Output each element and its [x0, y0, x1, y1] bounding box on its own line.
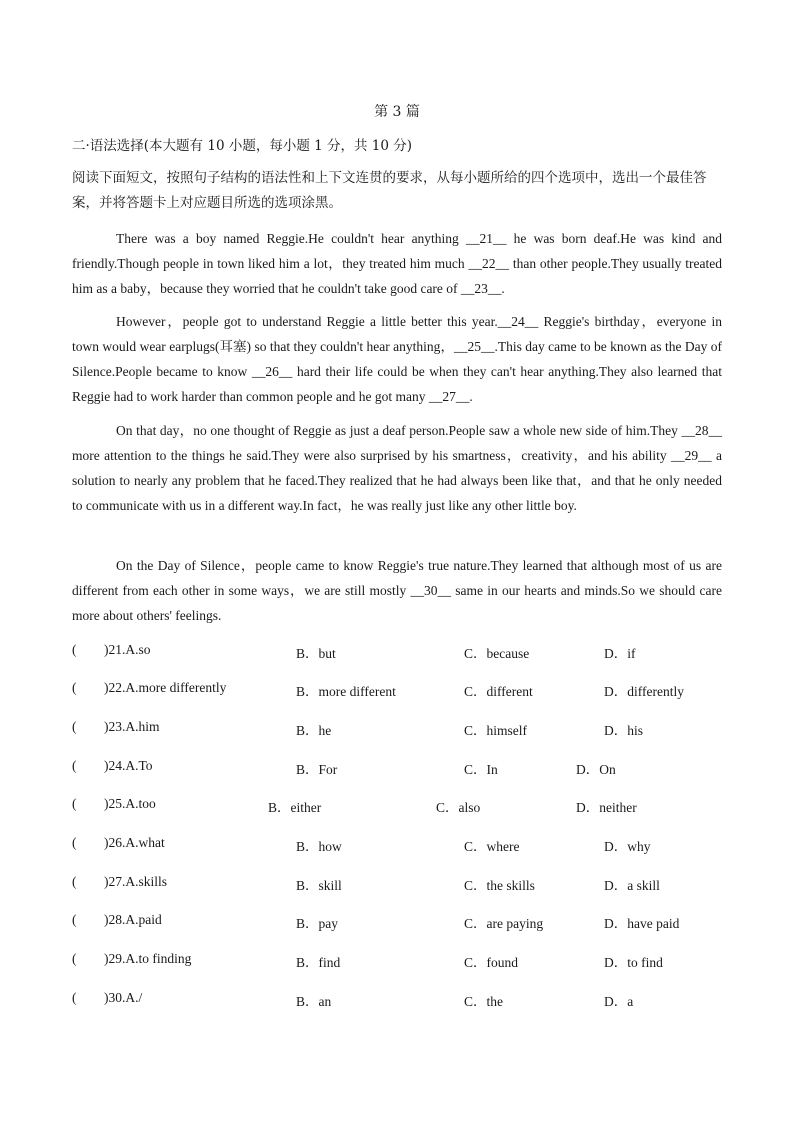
option-b[interactable]: B．more different: [296, 684, 396, 699]
question-29: [72, 951, 722, 973]
blank-27: __27__: [428, 389, 470, 404]
answer-bracket[interactable]: (: [72, 642, 77, 657]
option-c[interactable]: C．different: [464, 684, 533, 699]
answer-bracket[interactable]: (: [72, 835, 77, 850]
passage-text: a solution to nearly any problem that he faced.They realized that he had always been like that，and that he only needed to communicate with us in a different way.In fact，he was really just like any other little boy.: [72, 448, 722, 513]
passage-text: .: [469, 389, 473, 404]
question-27: [72, 874, 722, 896]
passage-paragraph-3: [72, 418, 722, 518]
option-c[interactable]: C．where: [464, 839, 520, 854]
passage-paragraph-2: [72, 309, 722, 409]
option-c[interactable]: C．himself: [464, 723, 527, 738]
passage-text: .This day came to be known as the Day of Silence.People became to know: [72, 339, 723, 379]
option-a[interactable]: )22.A.more differently: [104, 680, 227, 695]
passage-text: There was a boy named Reggie.He couldn't hear anything: [116, 231, 466, 246]
option-b[interactable]: B．but: [296, 646, 336, 661]
blank-24: __24__: [497, 314, 539, 329]
option-c[interactable]: C．found: [464, 955, 518, 970]
blank-30: __30__: [410, 583, 452, 598]
option-b[interactable]: B．pay: [296, 916, 338, 931]
option-a[interactable]: )25.A.too: [104, 796, 156, 811]
option-d[interactable]: D．a: [604, 994, 634, 1009]
option-c[interactable]: C．the: [464, 994, 503, 1009]
question-24: [72, 758, 722, 780]
option-d[interactable]: D．have paid: [604, 916, 680, 931]
blank-25: __25__: [453, 339, 495, 354]
option-a[interactable]: )23.A.him: [104, 719, 160, 734]
option-b[interactable]: B．an: [296, 994, 332, 1009]
passage-text: However，people got to understand Reggie a little better this year.: [116, 314, 498, 329]
passage-text: hard their life could be when they can't hear anything.They also learned that Reggie had to work harder than common people and he got many: [72, 364, 722, 404]
option-a[interactable]: )26.A.what: [104, 835, 165, 850]
option-d[interactable]: D．a skill: [604, 878, 660, 893]
option-b[interactable]: B．find: [296, 955, 341, 970]
passage-text: same in our hearts and minds.So we should care more about others' feelings.: [72, 583, 722, 623]
option-d[interactable]: D．differently: [604, 684, 684, 699]
blank-26: __26__: [251, 364, 293, 379]
option-a[interactable]: )28.A.paid: [104, 912, 162, 927]
option-c[interactable]: C．because: [464, 646, 530, 661]
option-a[interactable]: )24.A.To: [104, 758, 153, 773]
option-d[interactable]: D．to find: [604, 955, 663, 970]
question-28: [72, 912, 722, 934]
option-c[interactable]: C．In: [464, 762, 498, 777]
passage-text: than other people.They usually treated him as a baby，because they worried that he couldn't take good care of: [72, 256, 722, 296]
section-heading: 二·语法选择(本大题有 10 小题，每小题 1 分，共 10 分): [72, 138, 413, 154]
option-a[interactable]: )30.A./: [104, 990, 143, 1005]
answer-bracket[interactable]: (: [72, 719, 77, 734]
option-a[interactable]: )27.A.skills: [104, 874, 168, 889]
option-b[interactable]: B．either: [268, 800, 322, 815]
option-b[interactable]: B．he: [296, 723, 332, 738]
option-d[interactable]: D．On: [576, 762, 616, 777]
question-30: [72, 990, 722, 1012]
blank-29: __29__: [671, 448, 712, 463]
question-21: [72, 642, 722, 664]
answer-bracket[interactable]: (: [72, 951, 77, 966]
option-d[interactable]: D．why: [604, 839, 651, 854]
blank-28: __28__: [681, 423, 722, 438]
question-25: [72, 796, 722, 818]
option-b[interactable]: B．how: [296, 839, 342, 854]
option-a[interactable]: )29.A.to finding: [104, 951, 192, 966]
blank-23: __23__: [460, 281, 502, 296]
page-title: 第 3 篇: [374, 104, 420, 120]
option-c[interactable]: C．also: [436, 800, 481, 815]
answer-bracket[interactable]: (: [72, 796, 77, 811]
option-b[interactable]: B．skill: [296, 878, 342, 893]
passage-text: Reggie's birthday，everyone in town would wear earplugs(耳塞) so that they couldn't hear anything，: [72, 314, 722, 354]
answer-bracket[interactable]: (: [72, 912, 77, 927]
option-b[interactable]: B．For: [296, 762, 338, 777]
answer-bracket[interactable]: (: [72, 874, 77, 889]
option-d[interactable]: D．if: [604, 646, 636, 661]
passage-text: On that day，no one thought of Reggie as just a deaf person.People saw a whole new side of him.They: [116, 423, 682, 438]
passage-paragraph-4: [72, 553, 722, 628]
passage-paragraph-1: [72, 226, 722, 301]
passage-text: On the Day of Silence，people came to know Reggie's true nature.They learned that although most of us are different from each other in some ways，we are still mostly: [72, 558, 722, 598]
question-23: [72, 719, 722, 741]
option-a[interactable]: )21.A.so: [104, 642, 151, 657]
blank-21: __21__: [465, 231, 507, 246]
answer-bracket[interactable]: (: [72, 680, 77, 695]
question-22: [72, 680, 722, 702]
option-d[interactable]: D．neither: [576, 800, 637, 815]
blank-22: __22__: [468, 256, 510, 271]
question-26: [72, 835, 722, 857]
option-c[interactable]: C．the skills: [464, 878, 535, 893]
passage-text: more attention to the things he said.They were also surprised by his smartness，creativity，and his ability: [72, 448, 672, 463]
instructions: 阅读下面短文，按照句子结构的语法性和上下文连贯的要求，从每小题所给的四个选项中，选出一个最佳答案，并将答题卡上对应题目所选的选项涂黑。: [72, 170, 707, 211]
option-d[interactable]: D．his: [604, 723, 644, 738]
option-c[interactable]: C．are paying: [464, 916, 544, 931]
passage-text: he was born deaf.He was kind and friendly.Though people in town liked him a lot，they treated him much: [72, 231, 722, 271]
answer-bracket[interactable]: (: [72, 990, 77, 1005]
passage-text: .: [501, 281, 505, 296]
answer-bracket[interactable]: (: [72, 758, 77, 773]
